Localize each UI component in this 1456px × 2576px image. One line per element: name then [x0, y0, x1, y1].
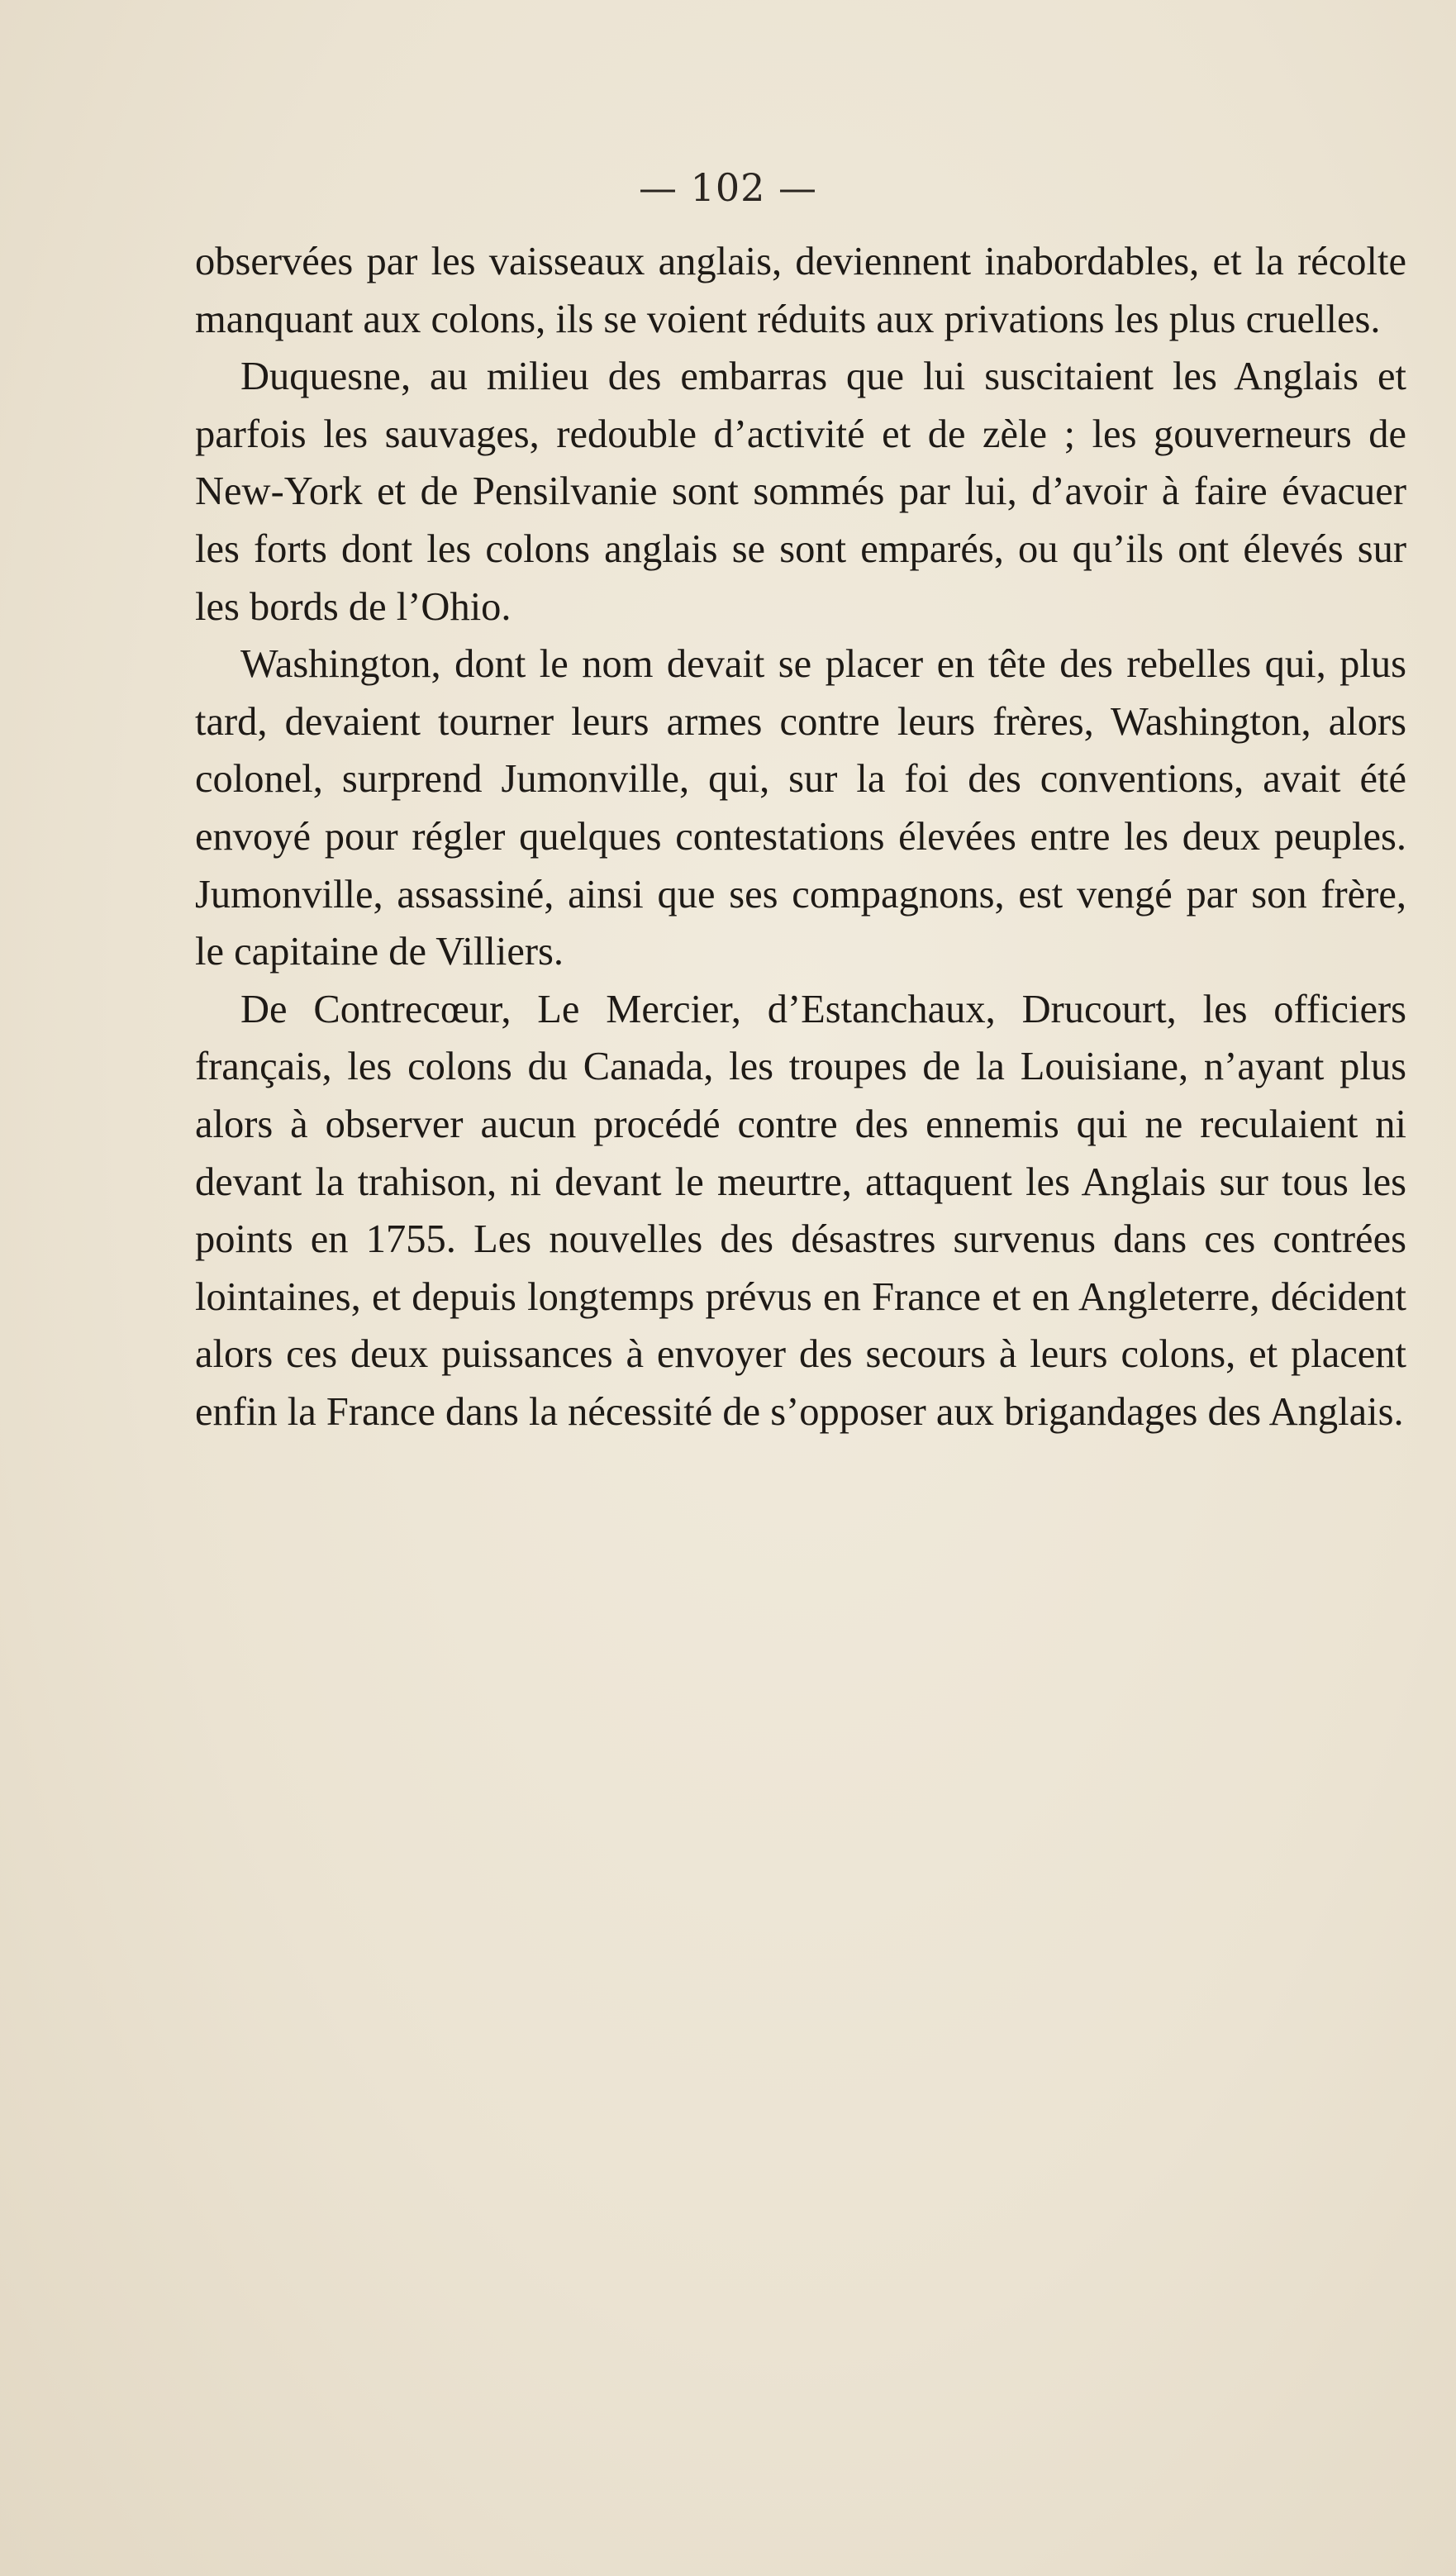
paragraph-contrecoeur: De Contrecœur, Le Mercier, d’Estanchaux, Drucourt, les officiers français, les colons du Canada, les troupes de la Louisiane, n’ayant plus alors à observer aucun procédé contre des ennemis qui ne reculaient ni devant la trahison, ni devant le meurtre, attaquent les Anglais sur tous les points en 1755. Les nouvelles des désastres survenus dans ces contrées lointaines, et depuis longtemps prévus en France et en Angleterre, décident alors ces deux puissances à envoyer des secours à leurs colons, et placent enfin la France dans la nécessité de s’opposer aux brigandages des Anglais. — [195, 987, 1406, 1434]
paragraph-duquesne: Duquesne, au milieu des embarras que lui suscitaient les Anglais et parfois les sauvages, redouble d’activité et de zèle ; les gouverneurs de New-York et de Pensilvanie sont sommés par lui, d’avoir à faire évacuer les forts dont les colons anglais se sont emparés, ou qu’ils ont élevés sur les bords de l’Ohio. — [195, 355, 1406, 629]
paragraph-continued: observées par les vaisseaux anglais, deviennent inabordables, et la récolte manquant aux colons, ils se voient réduits aux privations les plus cruelles. — [195, 240, 1406, 341]
paragraph-washington: Washington, dont le nom devait se placer en tête des rebelles qui, plus tard, devaient tourner leurs armes contre leurs frères, Washington, alors colonel, surprend Jumonville, qui, sur la foi des conventions, avait été envoyé pour régler quelques contestations élevées entre les deux peuples. Jumonville, assassiné, ainsi que ses compagnons, est vengé par son frère, le capitaine de Villiers. — [195, 642, 1406, 974]
body-text — [195, 233, 1406, 1440]
page-number: — 102 — — [638, 165, 818, 210]
